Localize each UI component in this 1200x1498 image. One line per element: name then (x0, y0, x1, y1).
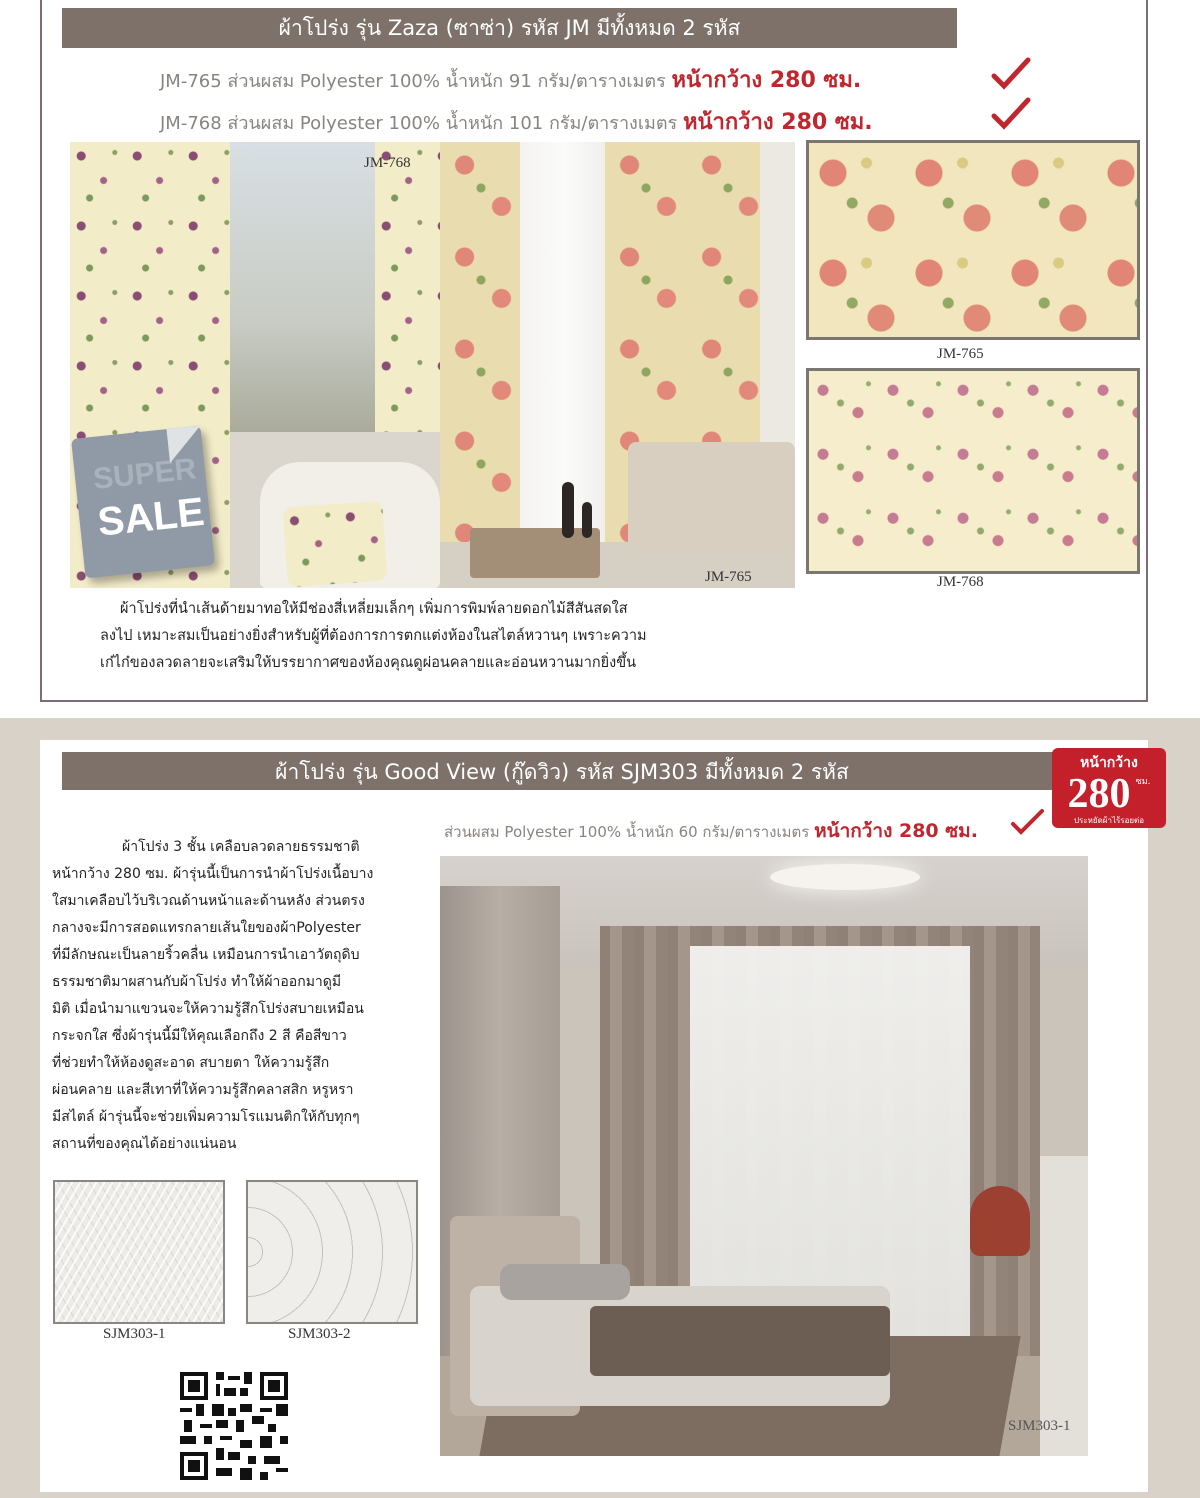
sale-line1: SUPER (91, 452, 198, 496)
width-label: หน้ากว้าง 280 ซม. (682, 110, 873, 135)
check-icon (1010, 808, 1046, 836)
desc-line: เก๋ไก๋ของลวดลายจะเสริมให้บรรยากาศของห้องคุณดูผ่อนคลายและอ่อนหวานมากยิ่งขึ้น (100, 655, 637, 671)
swatch-jm765 (806, 140, 1140, 340)
spec-text: ส่วนผสม Polyester 100% น้ำหนัก 60 กรัม/ตารางเมตร (444, 823, 810, 841)
sale-line2: SALE (95, 489, 207, 545)
red-chair (970, 1186, 1030, 1256)
spec-text: JM-765 ส่วนผสม Polyester 100% น้ำหนัก 91 กรัม/ตารางเมตร (160, 71, 666, 92)
swatch-label-sjm303-2: SJM303-2 (288, 1326, 351, 1342)
curtain-right (375, 142, 440, 472)
width-280-badge (1052, 748, 1166, 828)
goodview-title-bar (62, 752, 1062, 790)
check-icon (990, 96, 1032, 130)
swatch-label-jm768: JM-768 (937, 574, 984, 590)
ceiling-lamp (770, 864, 920, 890)
desc-line: ใสมาเคลือบไว้บริเวณด้านหน้าและด้านหลัง ส่วนตรง (52, 893, 365, 909)
spec-text: JM-768 ส่วนผสม Polyester 100% น้ำหนัก 101 กรัม/ตารางเมตร (160, 113, 678, 134)
desc-line: มีสไตล์ ผ้ารุ่นนี้จะช่วยเพิ่มความโรแมนติกให้กับทุกๆ (52, 1109, 360, 1125)
desc-line: ธรรมชาติมาผสานกับผ้าโปร่ง ทำให้ผ้าออกมาดูมี (52, 974, 342, 990)
vase (582, 502, 592, 538)
pillow (500, 1264, 630, 1300)
badge-unit: ซม. (1135, 777, 1151, 787)
width-label: หน้ากว้าง 280 ซม. (671, 68, 862, 93)
bedroom-label: SJM303-1 (1008, 1418, 1071, 1434)
zaza-title: ผ้าโปร่ง รุ่น Zaza (ซาซ่า) รหัส JM มีทั้งหมด 2 รหัส (278, 16, 741, 40)
desc-line: ผ้าโปร่ง 3 ชั้น เคลือบลวดลายธรรมชาติ (122, 839, 360, 855)
desc-line: ที่มีลักษณะเป็นลายริ้วคลื่น เหมือนการนำเอาวัตถุดิบ (52, 947, 360, 963)
bedroom-photo-sjm303-1 (440, 856, 1088, 1456)
sofa (628, 442, 795, 552)
swatch-label-jm765: JM-765 (937, 346, 984, 362)
badge-top: หน้ากว้าง (1080, 755, 1138, 771)
desc-line: ที่ช่วยทำให้ห้องดูสะอาด สบายตา ให้ความรู้สึก (52, 1055, 330, 1071)
label: JM-765 (705, 569, 752, 585)
badge-number: 280 (1067, 771, 1131, 817)
desc-line: กระจกใส ซึ่งผ้ารุ่นนี้มีให้คุณเลือกถึง 2 สี คือสีขาว (52, 1028, 347, 1044)
spec-line-jm768 (160, 104, 873, 139)
pillow (282, 501, 387, 588)
goodview-description (52, 834, 432, 1158)
desc-line: กลางจะมีการสอดแทรกลายเส้นใยของผ้าPolyester (52, 920, 361, 936)
goodview-title: ผ้าโปร่ง รุ่น Good View (กู๊ดวิว) รหัส SJM303 มีทั้งหมด 2 รหัส (275, 760, 849, 784)
zaza-title-bar (62, 8, 957, 48)
desc-line: ลงไป เหมาะสมเป็นอย่างยิ่งสำหรับผู้ที่ต้องการการตกแต่งห้องในสไตล์หวานๆ เพราะความ (100, 628, 647, 644)
room-photo-jm765 (440, 142, 795, 588)
desc-line: ผ้าโปร่งที่นำเส้นด้ายมาทอให้มีช่องสี่เหลี่ยมเล็กๆ เพิ่มการพิมพ์ลายดอกไม้สีสันสดใส (120, 601, 628, 617)
badge-fold (167, 426, 204, 463)
swatch-sjm303-2 (246, 1180, 418, 1324)
goodview-spec (444, 816, 978, 846)
curtain-left (440, 142, 520, 588)
room-label-right (705, 566, 752, 586)
room-label-left (364, 152, 411, 172)
ottoman (470, 528, 600, 578)
desc-line: มิติ เมื่อนำมาแขวนจะให้ความรู้สึกโปร่งสบายเหมือน (52, 1001, 364, 1017)
desk (1040, 1156, 1088, 1456)
width-label: หน้ากว้าง 280 ซม. (814, 820, 978, 842)
desc-line: หน้ากว้าง 280 ซม. ผ้ารุ่นนี้เป็นการนำผ้าโปร่งเนื้อบาง (52, 866, 374, 882)
label: JM-768 (364, 155, 411, 171)
check-icon (990, 56, 1032, 90)
desc-line: สถานที่ของคุณได้อย่างแน่นอน (52, 1136, 237, 1152)
swatch-sjm303-1 (53, 1180, 225, 1324)
qr-code-icon[interactable] (180, 1372, 288, 1480)
badge-bottom: ประหยัดผ้าไร้รอยต่อ (1073, 816, 1145, 825)
super-sale-badge (71, 426, 215, 579)
swatch-jm768 (806, 368, 1140, 574)
vase (562, 482, 574, 538)
desc-line: ผ่อนคลาย และสีเทาที่ให้ความรู้สึกคลาสสิก หรูหรา (52, 1082, 354, 1098)
swatch-label-sjm303-1: SJM303-1 (103, 1326, 166, 1342)
spec-line-jm765 (160, 62, 861, 97)
zaza-description (100, 596, 700, 677)
bed-throw (590, 1306, 890, 1376)
